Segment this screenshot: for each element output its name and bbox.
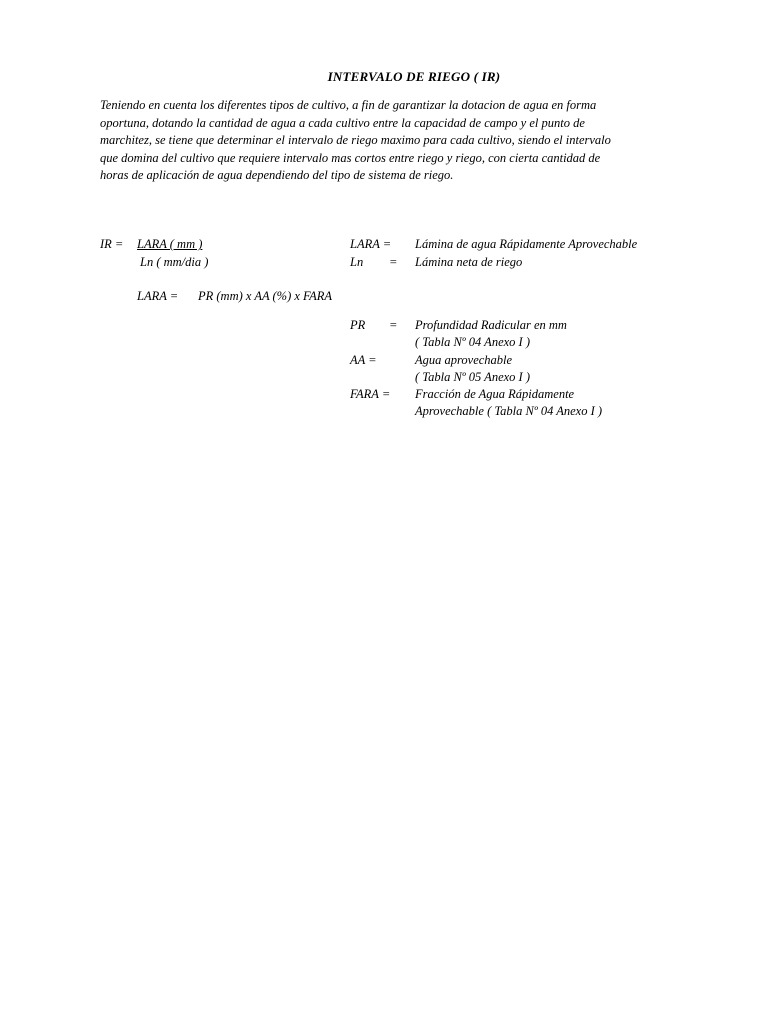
lara-formula-lhs: LARA = <box>137 289 179 303</box>
def-symbol-pr: PR <box>350 318 366 332</box>
document-title: INTERVALO DE RIEGO ( IR) <box>327 69 501 84</box>
intro-line: oportuna, dotando la cantidad de agua a cada cultivo entre la capacidad de campo y el punto de <box>100 115 585 130</box>
intro-paragraph <box>100 97 655 185</box>
def-symbol-lara: LARA = <box>350 237 392 251</box>
def-symbol-fara: FARA = <box>350 387 391 401</box>
intro-line: Teniendo en cuenta los diferentes tipos de cultivo, a fin de garantizar la dotacion de agua en forma <box>100 98 597 112</box>
intro-line: que domina del cultivo que requiere intervalo mas cortos entre riego y riego, con cierta cantidad de <box>100 150 601 165</box>
def-symbol-aa: AA = <box>350 353 377 367</box>
def-meaning-ln: Lámina neta de riego <box>415 255 523 269</box>
def-meaning-lara: Lámina de agua Rápidamente Aprovechable <box>415 237 638 251</box>
def-note-fara: Aprovechable ( Tabla Nº 04 Anexo I ) <box>415 404 603 418</box>
def-meaning-fara: Fracción de Agua Rápidamente <box>415 387 575 401</box>
intro-line: marchitez, se tiene que determinar el intervalo de riego maximo para cada cultivo, siendo el intervalo <box>100 133 611 148</box>
def-symbol-ln: Ln <box>350 255 364 269</box>
def-note-pr: ( Tabla Nº 04 Anexo I ) <box>415 335 530 349</box>
def-meaning-pr: Profundidad Radicular en mm <box>415 318 567 332</box>
ir-formula-numerator: LARA ( mm ) <box>137 237 203 251</box>
def-eq-pr: = <box>389 318 398 332</box>
lara-formula-rhs: PR (mm) x AA (%) x FARA <box>198 289 332 303</box>
def-eq-ln: = <box>389 255 398 269</box>
def-meaning-aa: Agua aprovechable <box>415 353 513 367</box>
ir-formula-denominator: Ln ( mm/dia ) <box>140 255 209 269</box>
ir-formula-lhs: IR = <box>100 237 124 251</box>
intro-line: horas de aplicación de agua dependiendo del tipo de sistema de riego. <box>100 168 454 183</box>
def-note-aa: ( Tabla Nº 05 Anexo I ) <box>415 370 530 384</box>
